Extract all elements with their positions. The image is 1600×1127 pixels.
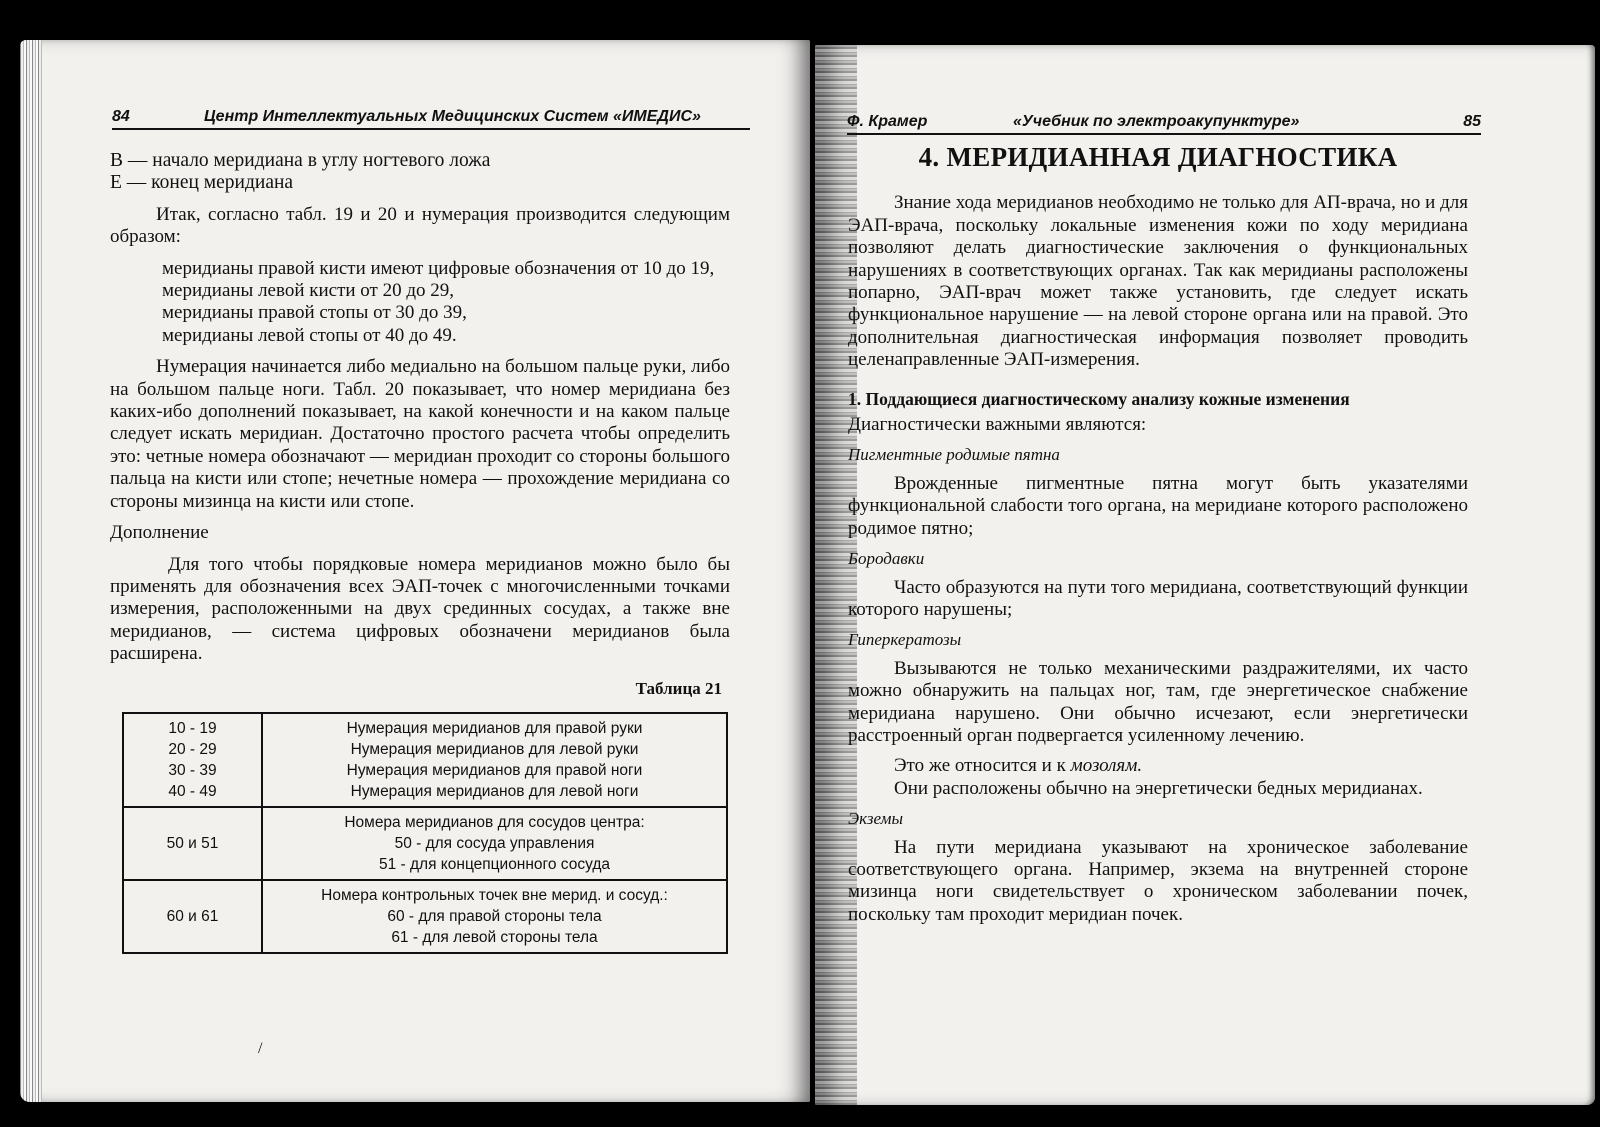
right-running-header xyxy=(847,111,1481,135)
left-running-header xyxy=(112,106,750,130)
table-cell-line: 50 - для сосуда управления xyxy=(394,834,595,852)
left-page-number: 84 xyxy=(112,108,130,125)
addition-paragraph: Для того чтобы порядковые номера меридианов можно было бы применять для обозначения всех ЭАП-точек с многочисленными точками измерения, расположенными на двух срединных сосудах, а также вне меридианов, — система цифровых обозначени меридианов была расширена. xyxy=(110,553,730,665)
numbering-paragraph: Нумерация начинается либо медиально на большом пальце руки, либо на большом пальце ноги. Табл. 20 показывает, что номер меридиана без каких-ибо дополнений показывает, на какой конечности и на каком пальце следует искать меридиан. Достаточно простого расчета чтобы определить это: четные номера обозначают — меридиан проходит со стороны большого пальца на кисти или стопе; нечетные номера — прохождение меридиана со стороны мизинца на кисти или стопе. xyxy=(110,356,730,512)
eczema-title: Экземы xyxy=(848,809,903,829)
table-cell-line: 60 и 61 xyxy=(166,907,219,925)
section-heading: 1. Поддающиеся диагностическому анализу кожные изменения xyxy=(848,388,1350,409)
eczema-text: На пути меридиана указывают на хроническое заболевание соответствующего органа. Например, экзема на внутренней стороне мизинца ноги свидетельствует о хроническом заболевании почек, поскольку там проходит меридиан почек. xyxy=(848,836,1468,925)
table-cell-line: 51 - для концепционного сосуда xyxy=(379,855,610,873)
left-page-content xyxy=(110,150,730,954)
item-text: Часто образуются на пути того меридиана, соответствующий функции которого нарушены; xyxy=(848,576,1468,620)
table-cell-line: 60 - для правой стороны тела xyxy=(387,907,602,925)
item-title: Гиперкератозы xyxy=(848,630,962,650)
table-row xyxy=(123,713,727,807)
table-row xyxy=(123,807,727,880)
chapter-title: 4. МЕРИДИАННАЯ ДИАГНОСТИКА xyxy=(918,142,1398,172)
right-header-author: Ф. Крамер xyxy=(847,113,928,130)
page-edges xyxy=(20,40,42,1102)
table-cell-description xyxy=(262,713,727,807)
calluses-line xyxy=(848,755,1468,777)
section-intro: Диагностически важными являются: xyxy=(848,414,1147,436)
numbering-table xyxy=(122,712,728,954)
right-page xyxy=(815,45,1595,1105)
table-cell-line: Нумерация меридианов для левой ноги xyxy=(350,782,639,800)
left-header-title: Центр Интеллектуальных Медицинских Систем «ИМЕДИС» xyxy=(204,108,701,125)
table-cell-line: Нумерация меридианов для правой ноги xyxy=(346,761,643,779)
table-cell-line: Номера контрольных точек вне мерид. и сосуд.: xyxy=(321,886,668,904)
table-row xyxy=(123,880,727,953)
table-cell-line: 20 - 29 xyxy=(168,740,217,758)
legend-line-end: Е — конец меридиана xyxy=(110,172,294,194)
table-cell-line: 10 - 19 xyxy=(168,719,217,737)
stray-pen-mark: / xyxy=(258,1040,263,1057)
right-page-number: 85 xyxy=(1463,113,1481,130)
legend-line-start: В — начало меридиана в углу ногтевого ложа xyxy=(110,150,491,171)
left-page xyxy=(20,40,810,1102)
list-item: меридианы правой стопы от 30 до 39, xyxy=(162,302,467,324)
list-item: меридианы левой кисти от 20 до 29, xyxy=(162,280,455,302)
item-text: Врожденные пигментные пятна могут быть указателями функциональной слабости того органа, на меридиане которого расположено родимое пятно; xyxy=(848,472,1468,539)
addition-heading: Дополнение xyxy=(110,522,209,544)
right-page-content xyxy=(848,142,1468,926)
table-cell-line: 40 - 49 xyxy=(168,782,217,800)
table-cell-line: 50 и 51 xyxy=(166,834,219,852)
table-cell-line: Нумерация меридианов для правой руки xyxy=(346,719,643,737)
item-text: Вызываются не только механическими раздражителями, их часто можно обнаружить на пальцах ног, там, где энергетическое снабжение меридиана нарушено. Они обычно исчезают, если энергетически расстроенный орган подвергается усиленному лечению. xyxy=(848,657,1468,746)
table-cell-line: Номера меридианов для сосудов центра: xyxy=(344,813,645,831)
table-cell-numbers xyxy=(123,807,262,880)
calluses-term: мозолям. xyxy=(1070,755,1143,777)
table-cell-numbers xyxy=(123,880,262,953)
table-cell-numbers xyxy=(123,713,262,807)
calluses-text: Они расположены обычно на энергетически бедных меридианах. xyxy=(894,777,1423,799)
table-cell-description xyxy=(262,807,727,880)
list-item: меридианы правой кисти имеют цифровые обозначения от 10 до 19, xyxy=(162,257,715,279)
list-item: меридианы левой стопы от 40 до 49. xyxy=(162,324,457,346)
table-caption: Таблица 21 xyxy=(635,678,722,698)
calluses-prefix: Это же относится и к xyxy=(894,755,1071,777)
intro-paragraph: Знание хода меридианов необходимо не только для АП-врача, но и для ЭАП-врача, поскольку локальные изменения кожи по ходу меридиана позволяют делать диагностические заключения о функциональных нарушениях в соответствующих органах. Так как меридианы расположены попарно, ЭАП-врач может также установить, где следует искать функциональное нарушение — на левой стороне органа или на правой. Это дополнительная диагностическая информация позволяет проводить целенаправленные ЭАП-измерения. xyxy=(848,192,1468,371)
table-cell-line: 61 - для левой стороны тела xyxy=(391,928,598,946)
item-title: Бородавки xyxy=(848,549,925,569)
table-cell-line: Нумерация меридианов для левой руки xyxy=(350,740,639,758)
item-title: Пигментные родимые пятна xyxy=(848,445,1060,465)
table-cell-line: 30 - 39 xyxy=(168,761,217,779)
table-cell-description xyxy=(262,880,727,953)
right-header-title: «Учебник по электроакупунктуре» xyxy=(1013,113,1300,130)
intro-paragraph: Итак, согласно табл. 19 и 20 и нумерация производится следующим образом: xyxy=(110,203,730,248)
meridian-numbering-list xyxy=(162,258,730,348)
